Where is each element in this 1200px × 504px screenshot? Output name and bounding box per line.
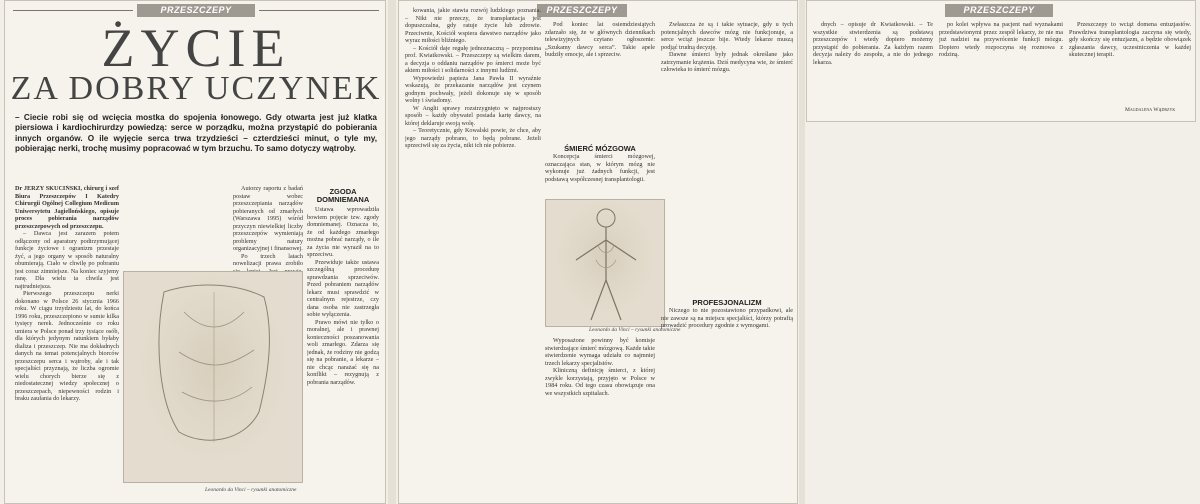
headline-line-1: ŻYCIE — [101, 18, 291, 78]
article-page-1 — [4, 0, 386, 504]
section-label: PRZESZCZEPY — [945, 4, 1053, 17]
page-gutter — [388, 0, 396, 504]
human-figure-sketch-icon — [546, 200, 666, 328]
paragraph: – Teoretycznie, gdy Kowalski powie, że chce, aby jego narządy pobrano, to będą pobrane. Jeżeli sprzeciwił się za życia, nikt ich nie pobierze. — [405, 127, 541, 149]
paragraph: Ustawa wprowadziła bowiem pojęcie tzw. zgody domniemanej. Oznacza to, że od każdego zmarłego można pobrać narządy, o ile za życia nie wyraził na to sprzeciwu. — [307, 206, 379, 258]
author-signature: Magdalena Wądrzyk — [1125, 107, 1176, 113]
section-rule-left — [13, 10, 133, 11]
article-column-2 — [545, 21, 655, 139]
article-column-1 — [405, 7, 541, 501]
paragraph: Prawo mówi nie tylko o moralnej, ale i prawnej konieczności poszanowania woli zmarłego. Zdarza się jednak, że rodziny nie godzą się na pobranie, a lekarze – nie chcąc narażać się na konflikt – rezygnują z pobrania narządów. — [307, 318, 379, 386]
article-column-2b — [545, 153, 655, 197]
paragraph: Po trzech latach nowelizacji prawa zrobiło — [233, 252, 303, 267]
lead-paragraph: – Ciecie robi się od wcięcia mostka do spojenia łonowego. Gdy otwarta jest już klatka piersiowa i kardiochirurdzy powiedzą: serce w porządku, można przystąpić do pobierania innych organów. O ile wyjęcie serca trwa trzydzieści – czterdzieści minut, o tyle my, pobierając nerki, trochę musimy popracować w tym brzuchu. To samo dotyczy wątroby. — [15, 113, 377, 154]
section-label: PRZESZCZEPY — [537, 4, 627, 17]
byline: Dr JERZY SKUCIŃSKI, chirurg i szef Biura Przeszczepów I Katedry Chirurgii Ogólnej Collegium Medicum Uniwersytetu Jagiellońskiego, opisuje proces pobierania narządów przeszczepowych od przeszczepu. — [15, 185, 119, 230]
anatomical-figure-image — [545, 199, 665, 327]
subhead-zgoda: ZGODA DOMNIEMANA — [316, 187, 370, 204]
anatomical-drawing-image — [123, 271, 303, 483]
section-rule-right — [259, 10, 379, 11]
subhead-profesjonalizm: PROFESJONALIZM — [692, 298, 762, 307]
figure-caption: Leonardo da Vinci – rysunki anatomiczne — [589, 327, 681, 333]
anatomy-sketch-icon — [124, 272, 304, 484]
article-column-3 — [545, 337, 655, 501]
paragraph: Dawne śmierci były jednak określane jako zatrzymanie krążenia. Dziś medycyna wie, że śmierć człowieka to śmierć mózgu. — [661, 51, 793, 73]
paragraph: Pierwszego przeszczepu nerki dokonano w Polsce 26 stycznia 1966 roku. W ciągu trzydziestu lat, do końca 1996 roku, przeszczepiono w sumie kilka tysięcy nerek. Jednocześnie co roku umiera w Polsce ponad trzy tysiące osób, dla których jedynym ratunkiem byłaby dializa i przeszczep. Nie ma dokładnych danych na temat potencjalnych biorców przeszczepu serca i wątroby, ale i tak specjaliści przyznają, że liczba ogromie wielu chorych bierze się z niedostatecznej wiedzy społecznej o przeszczepach, niepewności rodzin i braku zaufania do lekarzy. — [15, 290, 119, 402]
article-column-4 — [661, 21, 793, 293]
paragraph: Pod koniec lat osiemdziesiątych zdarzało się, że w głównych dziennikach telewizyjnych czytano ogłoszenie: „Szukamy dawcy serca”. Takie apele budziły emocje, ale i sprzeciw. — [545, 21, 655, 58]
headline-line-2: ZA DOBRY UCZYNEK — [10, 70, 382, 107]
paragraph: – Kościół daje regułę jednoznaczną – przypomina prof. Kwiatkowski. – Przeszczepy są wielkim darem, a decyzja o oddaniu narządów po śmierci może być aktem miłości i solidarności z innymi ludźmi. — [405, 44, 541, 74]
paragraph: Autorzy raportu z badań postaw wobec przeszczepiania narządów pobieranych od zmarłych (Warszawa 1995) wśród przyczyn niewielkiej liczby przeszczepów wymieniają problemy natury organizacyjnej i finansowej. — [233, 185, 303, 252]
paragraph: Kliniczną definicję śmierci, z której zwykle korzystają, przyjęto w Polsce w 1984 roku. Od tego czasu obowiązuje ona we wszystkich szpitalach. — [545, 367, 655, 397]
article-column-4b — [661, 307, 793, 501]
paragraph: po kolei wpływa na pacjent nad wyznakami przedstawionymi przez zespół lekarzy, że nie ma już nadziei na przywrócenie funkcji mózgu. Dopiero wtedy rozpoczyna się rozmowa z rodziną. — [939, 21, 1063, 58]
page-gutter — [799, 0, 805, 504]
paragraph: Przewiduje także ustawa szczególną procedurę sprawdzania sprzeciwów. Przed pobraniem narządów lekarz musi sprawdzić w centralnym rejestrze, czy dana osoba nie zastrzegła sobie wyłączenia. — [307, 258, 379, 318]
paragraph: Wypowiedzi papieża Jana Pawła II wyraźnie wskazują, że przekazanie narządów jest czynem godnym pochwały, jeżeli dokonuje się w sposób wolny i świadomy. — [405, 74, 541, 104]
article-page-2 — [398, 0, 798, 504]
figure-caption: Leonardo da Vinci – rysunki anatomiczne — [205, 487, 297, 493]
paragraph: Niczego to nie pozostawiono przypadkowi, ale nie zawsze są na miejscu specjaliści, którzy potrafią prowadzić procedury zgodnie z wymogami. — [661, 307, 793, 329]
paragraph: Przeszczepy to wciąż domena entuzjastów. Prawdziwa transplantologia zaczyna się wtedy, gdy skończy się entuzjazm, a będzie obowiązek zgłaszania dawcy, uczestniczenia w każdej skutecznej terapii. — [1069, 21, 1191, 58]
section-label: PRZESZCZEPY — [137, 4, 255, 17]
article-column-1 — [813, 21, 933, 117]
paragraph: Zwłaszcza że są i takie sytuacje, gdy u tych potencjalnych dawców mózg nie funkcjonuje, a serce wciąż jeszcze bije. Wtedy lekarze muszą podjąć trudną decyzję. — [661, 21, 793, 51]
article-column-3 — [1069, 21, 1191, 105]
paragraph: W Anglii sprawy rozstrzygnięto w najprostszy sposób – każdy obywatel posiada kartę dawcy, na której deklaruje swoją wolę. — [405, 104, 541, 127]
paragraph: kowania, jakie stawia rozwój ludzkiego poznania. – Nikt nie przeczy, że transplantacja jest dopuszczalna, gdy ratuje życie lub zdrowie. Przeciwnie, Kościół wspiera dawstwo narządów jako wyraz miłości bliźniego. — [405, 7, 541, 44]
article-page-3 — [806, 0, 1196, 122]
article-column-3 — [307, 185, 379, 501]
subhead-smierc: ŚMIERĆ MÓZGOWA — [564, 144, 636, 153]
article-column-1 — [15, 185, 119, 501]
article-column-2 — [939, 21, 1063, 117]
paragraph: dnych – opisuje dr Kwiatkowski. – Te wszystkie stwierdzenia są podstawą przeszczepów i wtedy dopiero możemy przystąpić do pobierania. Za każdym razem decyzja należy do zespołu, a nie do jednego lekarza. — [813, 21, 933, 66]
paragraph: – Dawca jest zarazem potem odłączony od aparatury podtrzymującej funkcje życiowe i ogranizm przestaje żyć, a jego organy w sposób naturalny obumierają. Ciało w chwilę po pobraniu jest coraz zimniejsze. Na koniec szyjemy ranę. Dla wielu ta chwila jest najtrudniejsza. — [15, 230, 119, 290]
paragraph: Koncepcja śmierci mózgowej, oznaczająca stan, w którym mózg nie wykonuje już żadnych funkcji, jest podstawą współczesnej transplantologii. — [545, 153, 655, 183]
paragraph: Wyposażone powinny być komisje stwierdzające śmierć mózgową. Każde takie stwierdzenie wymaga udziału co najmniej trzech lekarzy specjalistów. — [545, 337, 655, 367]
